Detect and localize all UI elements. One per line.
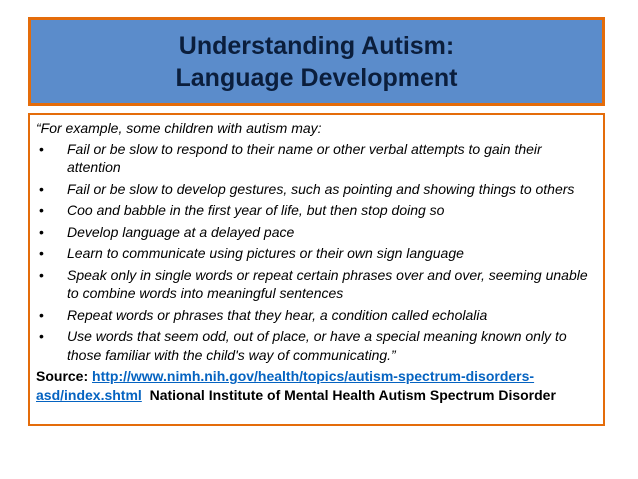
content-box (28, 113, 605, 426)
intro-text: “For example, some children with autism may: (36, 120, 322, 136)
bullet-icon: • (39, 140, 44, 157)
list-item (36, 201, 597, 220)
bullet-icon: • (39, 180, 44, 197)
source-citation (36, 367, 597, 404)
bullet-list (36, 140, 597, 365)
source-organization: National Institute of Mental Health Autism Spectrum Disorder (149, 386, 556, 403)
slide-title-line-2: Language Development (175, 64, 458, 92)
list-item-text: Speak only in single words or repeat certain phrases over and over, seeming unable to combine words into meaningful sentences (67, 266, 588, 301)
list-item-text: Learn to communicate using pictures or their own sign language (67, 245, 464, 261)
list-item (36, 223, 597, 242)
list-item (36, 327, 597, 364)
list-item-text: Coo and babble in the first year of life, but then stop doing so (67, 202, 445, 218)
list-item-text: Repeat words or phrases that they hear, a condition called echolalia (67, 306, 488, 323)
bullet-icon: • (39, 223, 44, 240)
list-item-text: Fail or be slow to respond to their name or other verbal attempts to gain their attention (67, 140, 542, 175)
source-link[interactable]: http://www.nimh.nih.gov/health/topics/autism-spectrum-disorders-asd/index.shtml (36, 368, 535, 403)
bullet-icon: • (39, 266, 44, 283)
list-item (36, 140, 597, 177)
list-item-text: Fail or be slow to develop gestures, such as pointing and showing things to others (67, 180, 575, 197)
bullet-icon: • (39, 202, 44, 218)
slide-title-line-1: Understanding Autism: (178, 32, 455, 60)
title-banner (28, 17, 605, 106)
list-item-text: Use words that seem odd, out of place, or have a special meaning known only to those familiar with the child's way of communicating.” (67, 328, 567, 363)
list-item (36, 244, 597, 263)
bullet-icon: • (39, 306, 44, 323)
list-item (36, 266, 597, 303)
bullet-icon: • (39, 245, 44, 261)
list-item (36, 180, 597, 199)
source-label: Source: (36, 368, 89, 384)
list-item-text: Develop language at a delayed pace (67, 223, 295, 240)
bullet-icon: • (39, 328, 44, 344)
list-item (36, 306, 597, 325)
